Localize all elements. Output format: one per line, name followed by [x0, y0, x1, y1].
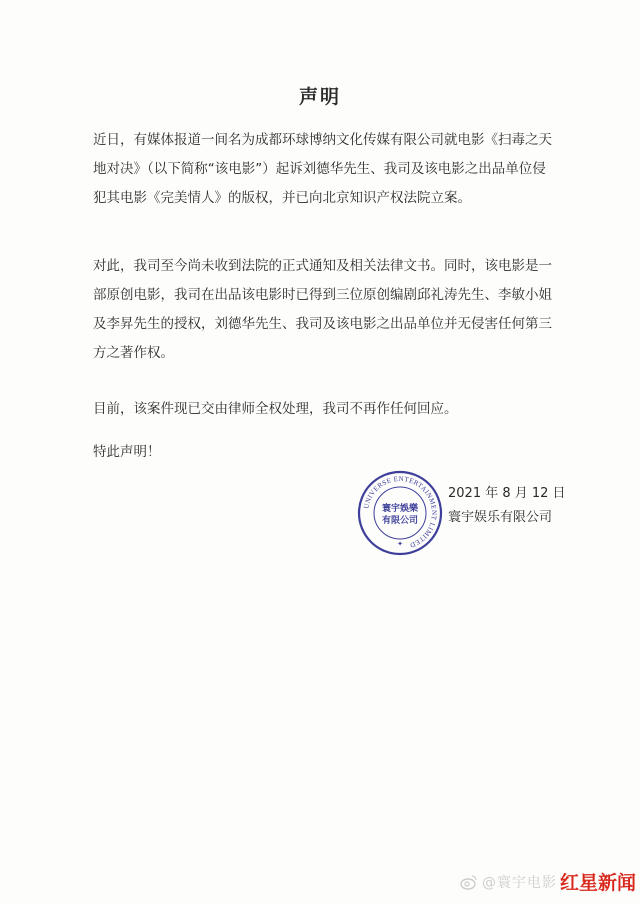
paragraph-lawyer: 目前，该案件现已交由律师全权处理，我司不再作任何回应。	[93, 401, 458, 417]
company-seal	[357, 470, 443, 556]
watermark	[460, 868, 635, 896]
svg-text:✦: ✦	[397, 540, 403, 548]
document-title: 声明	[298, 86, 341, 108]
seal-text-line1: 寰宇娛樂	[381, 504, 419, 514]
signature-company: 寰宇娱乐有限公司	[448, 510, 553, 525]
signature-date: 2021 年 8 月 12 日	[448, 486, 566, 501]
paragraph-closing: 特此声明！	[93, 444, 161, 460]
watermark-handle: @寰宇电影	[482, 875, 557, 891]
weibo-icon	[460, 873, 478, 891]
paragraph-response: 对此，我司至今尚未收到法院的正式通知及相关法律文书。同时，该电影是一部原创电影，我司在出品该电影时已得到三位原创编剧邱礼涛先生、李敏小姐及李昇先生的授权，刘德华先生、我司及该电影之出品单位并无侵害任何第三方之著作权。	[93, 258, 552, 361]
seal-text-line2: 有限公司	[381, 516, 419, 526]
watermark-brand: 红星新闻	[560, 872, 637, 894]
seal-ring-text: UNIVERSE ENTERTAINMENT LIMITED	[362, 474, 439, 550]
paragraph-report: 近日，有媒体报道一间名为成都环球博纳文化传媒有限公司就电影《扫毒之天地对决》（以下简称“该电影”）起诉刘德华先生、我司及该电影之出品单位侵犯其电影《完美情人》的版权，并已向北京知识产权法院立案。	[93, 132, 552, 206]
